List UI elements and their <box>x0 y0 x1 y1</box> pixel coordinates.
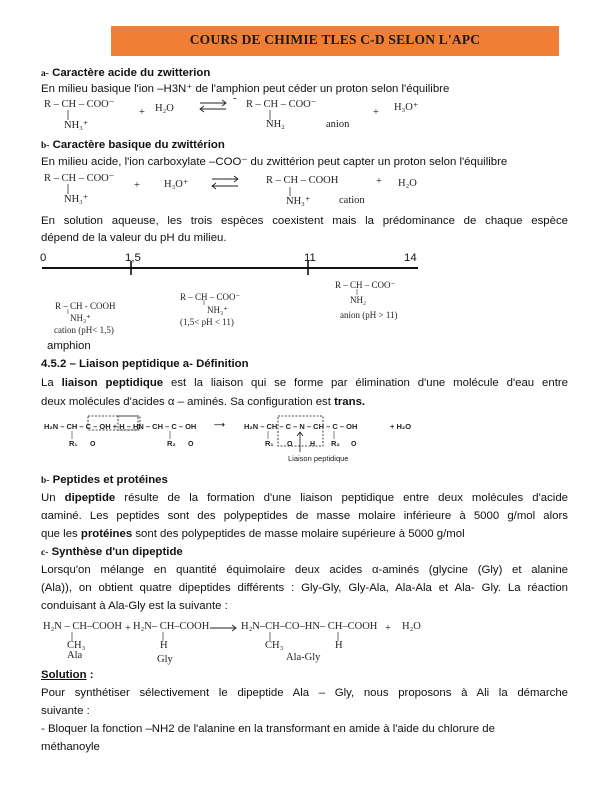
aqueous-line-2: dépend de la valeur du pH du milieu. <box>41 232 227 244</box>
scheme-dashed-box-left-2 <box>118 416 138 430</box>
solution-line-3: - Bloquer la fonction –NH2 de l'alanine en la transformant en amide à l'aide du chlorure de <box>41 723 495 735</box>
section-b-marker: b- <box>41 141 50 151</box>
synthese-line-1: Lorsqu'on mélange en quantité équimolaire deux acides α-aminés (glycine (Gly) et alanine <box>41 564 568 576</box>
peptides-marker: b- <box>41 476 50 486</box>
pep-l1-end: résulte de la formation d'une liaison peptidique entre deux molécules d'acide <box>115 492 568 504</box>
eq-b-reactant-2: H₃O⁺ <box>164 179 189 190</box>
aglyeq-plus-1: + <box>125 623 131 634</box>
section-a-marker: a- <box>41 69 49 79</box>
scheme-right-formula: H₂N – CH – C – N – CH – C – OH <box>244 422 358 431</box>
aqueous-line-1: En solution aqueuse, les trois espèces coexistent mais la prédominance de chaque espèce <box>41 215 568 227</box>
scheme-dashed-box-left-1 <box>88 416 140 430</box>
scheme-o-1: O <box>90 441 96 448</box>
zone-amphion-sub: NH₃⁺ <box>207 305 228 315</box>
eq-a-anion-label: anion <box>326 119 350 130</box>
aglyeq-product-sub-1: CH₃ <box>265 640 284 651</box>
peptide-bond-term: liaison peptidique <box>61 377 164 389</box>
eq-a-reactant-1-sub: NH₃⁺ <box>64 120 89 131</box>
pep-l3-start: que les <box>41 528 81 540</box>
solution-title: Solution <box>41 669 87 681</box>
zone-anion-label: anion (pH > 11) <box>340 310 398 320</box>
eq-a-reactant-1: R – CH – COO⁻ <box>44 99 115 110</box>
scheme-h-right: H <box>310 441 316 448</box>
eq-a-product-1: R – CH – COO⁻ <box>246 99 317 110</box>
pep-l3-end: sont des polypeptides de masse molaire supérieure à 5000 g/mol <box>132 528 465 540</box>
amphion-word: amphion <box>47 340 91 352</box>
p2-start: deux molécules d'acides α – aminés. Sa configuration est <box>41 396 335 408</box>
dipeptide-term: dipeptide <box>64 492 116 504</box>
eq-a-product-1-sub: NH₂ <box>266 119 285 130</box>
zone-cation-formula: R – CH - COOH <box>55 301 116 311</box>
section-b-title: Caractère basique du zwittérion <box>52 139 225 151</box>
ph-label-1-5: 1,5 <box>125 252 141 264</box>
eq-b-cation-label: cation <box>339 195 365 206</box>
ph-label-0: 0 <box>40 252 47 264</box>
eq-a-plus-1: + <box>139 107 145 118</box>
banner-title: COURS DE CHIMIE TLES C-D SELON L'APC <box>189 32 481 47</box>
zone-amphion-formula: R – CH – COO⁻ <box>180 292 241 302</box>
eq-b-product-1: R – CH – COOH <box>266 175 339 186</box>
solution-line-2: suivante : <box>41 705 90 717</box>
scheme-o-3: O <box>287 441 293 448</box>
section-b-sentence: En milieu acide, l'ion carboxylate –COO⁻ du zwittérion peut capter un proton selon l'équilibre <box>41 156 508 168</box>
scheme-right-r1: R₁ <box>265 439 274 448</box>
zone-cation-sub: NH₃⁺ <box>70 313 91 323</box>
scheme-right-r2: R₂ <box>331 439 340 448</box>
zone-anion-formula: R – CH – COO⁻ <box>335 280 396 290</box>
zone-amphion-label: (1,5< pH < 11) <box>180 317 234 327</box>
scheme-dashed-box-right <box>278 416 323 446</box>
eq-b-reactant-1: R – CH – COO⁻ <box>44 173 115 184</box>
scheme-h2o: + H₂O <box>390 422 412 431</box>
scheme-left-r2: R₂ <box>167 439 176 448</box>
peptides-line-2: αaminé. Les peptides sont des polypeptides de masse molaire inférieure à 5000 g/mol alors <box>41 510 568 522</box>
peptides-title: Peptides et protéines <box>52 474 168 486</box>
ph-label-14: 14 <box>404 252 417 264</box>
zone-anion-sub: NH₂ <box>350 295 367 305</box>
eq-b-reactant-1-sub: NH₃⁺ <box>64 194 89 205</box>
scheme-left-r1: R₁ <box>69 439 78 448</box>
trans-term: trans. <box>334 396 366 408</box>
eq-b-plus-2: + <box>376 176 382 187</box>
eq-b-product-2: H₂O <box>398 178 417 189</box>
aglyeq-r1: H₂N – CH–COOH <box>43 621 122 632</box>
ph-label-11: 11 <box>304 252 316 264</box>
aglyeq-plus-2: + <box>385 623 391 634</box>
eq-a-reactant-2: H₂O <box>155 103 174 114</box>
proteines-term: protéines <box>80 528 133 540</box>
synthese-title: Synthèse d'un dipeptide <box>51 546 183 558</box>
section-452-heading: 4.5.2 – Liaison peptidique a- Définition <box>41 358 249 370</box>
eq-a-plus-2: + <box>373 107 379 118</box>
scheme-o-2: O <box>188 441 194 448</box>
synthese-line-2: (Ala)), on obtient quatre dipeptides différents : Gly-Gly, Gly-Ala, Ala-Ala et Ala- Gly. La réaction <box>41 582 568 594</box>
pep-l1-start: Un <box>41 492 65 504</box>
scheme-left-formula: H₂N – CH – C – OH + H – HN – CH – C – OH <box>44 422 197 431</box>
eq-a-product-2: H₃O⁺ <box>394 102 419 113</box>
zone-cation-label: cation (pH< 1,5) <box>54 325 114 335</box>
synthese-marker: c- <box>41 548 49 558</box>
solution-line-4: méthanoyle <box>41 741 100 753</box>
scheme-bond-label: Liaison peptidique <box>288 454 349 463</box>
synthese-line-3: conduisant à Ala-Gly est la suivante : <box>41 600 228 612</box>
aglyeq-r2-sub: H <box>160 640 168 651</box>
eq-a-minus-mark: - <box>233 93 237 104</box>
aglyeq-product-name: Ala-Gly <box>286 652 321 663</box>
aglyeq-product-sub-2: H <box>335 640 343 651</box>
scheme-o-4: O <box>351 441 357 448</box>
p1-end: est la liaison qui se forme par élimination d'une molécule d'eau entre <box>163 377 568 389</box>
eq-b-product-1-sub: NH₃⁺ <box>286 196 311 207</box>
aglyeq-r2-name: Gly <box>157 654 173 665</box>
p1-start: La <box>41 377 62 389</box>
solution-line-1: Pour synthétiser sélectivement le dipeptide Ala – Gly, nous proposons à Ali la démarche <box>41 687 568 699</box>
eq-b-plus-1: + <box>134 180 140 191</box>
aglyeq-product: H₂N–CH–CO–HN– CH–COOH <box>241 621 378 632</box>
scheme-arrow: ⟶ <box>214 420 225 429</box>
section-a-sentence: En milieu basique l'ion –H3N⁺ de l'amphion peut céder un proton selon l'équilibre <box>41 83 450 95</box>
aglyeq-r1-name: Ala <box>67 650 83 661</box>
solution-colon: : <box>86 669 94 681</box>
aglyeq-r2: H₂N– CH–COOH <box>133 621 210 632</box>
section-a-title: Caractère acide du zwitterion <box>52 67 211 79</box>
aglyeq-r1-sub: CH₃ <box>67 640 86 651</box>
aglyeq-water: H₂O <box>402 621 421 632</box>
